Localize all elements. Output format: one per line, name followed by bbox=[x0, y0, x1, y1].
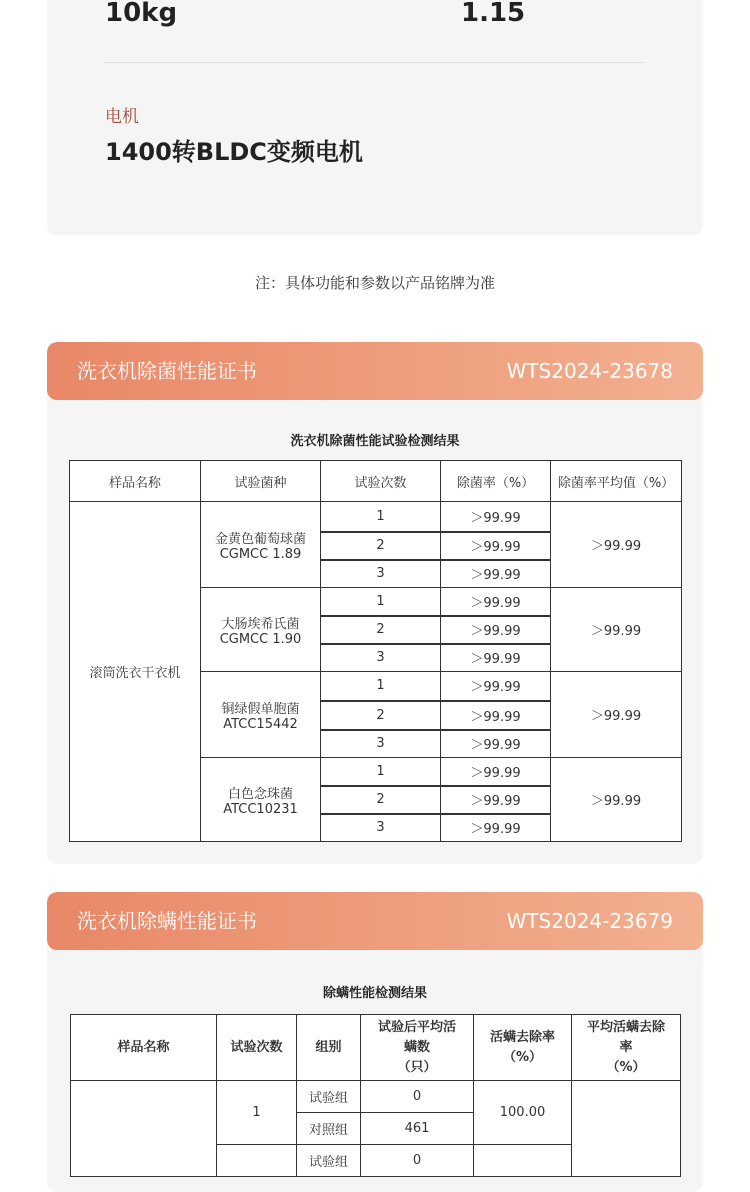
table-title: 洗衣机除菌性能试验检测结果 bbox=[290, 434, 460, 449]
mites-cell: 0 bbox=[361, 1145, 474, 1177]
run-cell: 2 bbox=[321, 701, 441, 730]
average-cell: ＞99.99 bbox=[551, 588, 682, 672]
header-cell: 样品名称 bbox=[70, 461, 201, 502]
run-cell: 2 bbox=[321, 616, 441, 644]
table-header-row bbox=[70, 461, 682, 502]
sterilization-results-table bbox=[69, 460, 682, 842]
rate-cell: ＞99.99 bbox=[441, 758, 551, 786]
run-cell: 1 bbox=[217, 1081, 297, 1145]
average-cell: ＞99.99 bbox=[551, 502, 682, 588]
certificate-header bbox=[47, 342, 703, 400]
rate-cell: ＞99.99 bbox=[441, 786, 551, 814]
header-cell bbox=[572, 1015, 681, 1081]
header-cell: 组别 bbox=[297, 1015, 361, 1081]
spec-card bbox=[47, 0, 703, 235]
header-cell bbox=[474, 1015, 572, 1081]
run-cell: 3 bbox=[321, 814, 441, 842]
certificate-title: 洗衣机除螨性能证书 bbox=[77, 909, 257, 933]
mites-cell: 0 bbox=[361, 1081, 474, 1113]
rate-cell: ＞99.99 bbox=[441, 502, 551, 532]
strain-name: 金黄色葡萄球菌 bbox=[214, 531, 306, 547]
run-cell: 1 bbox=[321, 588, 441, 616]
spec-top-right-value: 1.15 bbox=[461, 0, 526, 28]
sterilization-certificate-card bbox=[47, 342, 703, 864]
rate-cell: ＞99.99 bbox=[441, 532, 551, 560]
run-cell: 2 bbox=[321, 786, 441, 814]
table-row bbox=[71, 1081, 681, 1113]
group-cell: 对照组 bbox=[297, 1113, 361, 1145]
header-line: 螨数 bbox=[403, 1039, 430, 1055]
run-cell: 3 bbox=[321, 730, 441, 758]
header-line: 率 bbox=[619, 1039, 633, 1055]
strain-code: CGMCC 1.90 bbox=[219, 631, 302, 647]
header-cell: 试验菌种 bbox=[201, 461, 321, 502]
spec-top-left-value: 10kg bbox=[105, 0, 178, 28]
rate-cell: ＞99.99 bbox=[441, 701, 551, 730]
certificate-header bbox=[47, 892, 703, 950]
rate-cell: ＞99.99 bbox=[441, 560, 551, 588]
header-line: 平均活螨去除 bbox=[586, 1019, 665, 1035]
strain-code: ATCC10231 bbox=[223, 801, 298, 817]
header-line: （只） bbox=[397, 1059, 437, 1075]
strain-cell bbox=[201, 588, 321, 672]
table-title: 除螨性能检测结果 bbox=[322, 986, 427, 1001]
run-cell: 1 bbox=[321, 758, 441, 786]
spec-divider bbox=[105, 62, 645, 63]
header-cell: 试验次数 bbox=[321, 461, 441, 502]
table-header-row bbox=[71, 1015, 681, 1081]
mite-results-table bbox=[70, 1014, 681, 1177]
strain-code: ATCC15442 bbox=[223, 716, 298, 732]
average-cell: ＞99.99 bbox=[551, 758, 682, 842]
certificate-number: WTS2024-23678 bbox=[506, 359, 673, 383]
rate-cell: ＞99.99 bbox=[441, 730, 551, 758]
certificate-title: 洗衣机除菌性能证书 bbox=[77, 359, 257, 383]
strain-cell bbox=[201, 502, 321, 588]
group-cell: 试验组 bbox=[297, 1081, 361, 1113]
run-cell: 2 bbox=[321, 532, 441, 560]
header-cell: 样品名称 bbox=[71, 1015, 217, 1081]
header-cell: 除菌率平均值（%） bbox=[551, 461, 682, 502]
header-cell: 除菌率（%） bbox=[441, 461, 551, 502]
strain-name: 白色念珠菌 bbox=[227, 786, 293, 802]
rate-cell: ＞99.99 bbox=[441, 644, 551, 672]
rate-cell: ＞99.99 bbox=[441, 814, 551, 842]
average-cell bbox=[572, 1081, 681, 1177]
strain-cell bbox=[201, 758, 321, 842]
strain-code: CGMCC 1.89 bbox=[219, 546, 302, 562]
mite-removal-certificate-card bbox=[47, 892, 703, 1192]
disclaimer-note: 注：具体功能和参数以产品铭牌为准 bbox=[254, 274, 495, 292]
rate-cell: ＞99.99 bbox=[441, 616, 551, 644]
certificate-number: WTS2024-23679 bbox=[506, 909, 673, 933]
mites-cell: 461 bbox=[361, 1113, 474, 1145]
header-line: 试验后平均活 bbox=[377, 1019, 456, 1035]
rate-cell: 100.00 bbox=[474, 1081, 572, 1145]
run-cell: 3 bbox=[321, 560, 441, 588]
run-cell: 1 bbox=[321, 672, 441, 701]
group-cell: 试验组 bbox=[297, 1145, 361, 1177]
sample-name-cell: 滚筒洗衣干衣机 bbox=[70, 502, 201, 842]
sample-name-cell bbox=[71, 1081, 217, 1177]
average-cell: ＞99.99 bbox=[551, 672, 682, 758]
motor-label: 电机 bbox=[105, 107, 139, 127]
header-line: 活螨去除率 bbox=[489, 1029, 555, 1045]
header-cell bbox=[361, 1015, 474, 1081]
table-row bbox=[70, 502, 682, 532]
header-line: （%） bbox=[502, 1049, 543, 1065]
strain-name: 铜绿假单胞菌 bbox=[221, 701, 300, 717]
run-cell bbox=[217, 1145, 297, 1177]
strain-name: 大肠埃希氏菌 bbox=[221, 616, 300, 632]
rate-cell: ＞99.99 bbox=[441, 588, 551, 616]
run-cell: 1 bbox=[321, 502, 441, 532]
rate-cell: ＞99.99 bbox=[441, 672, 551, 701]
strain-cell bbox=[201, 672, 321, 758]
header-line: （%） bbox=[606, 1059, 646, 1075]
header-cell: 试验次数 bbox=[217, 1015, 297, 1081]
rate-cell bbox=[474, 1145, 572, 1177]
run-cell: 3 bbox=[321, 644, 441, 672]
motor-value: 1400转BLDC变频电机 bbox=[105, 138, 363, 166]
